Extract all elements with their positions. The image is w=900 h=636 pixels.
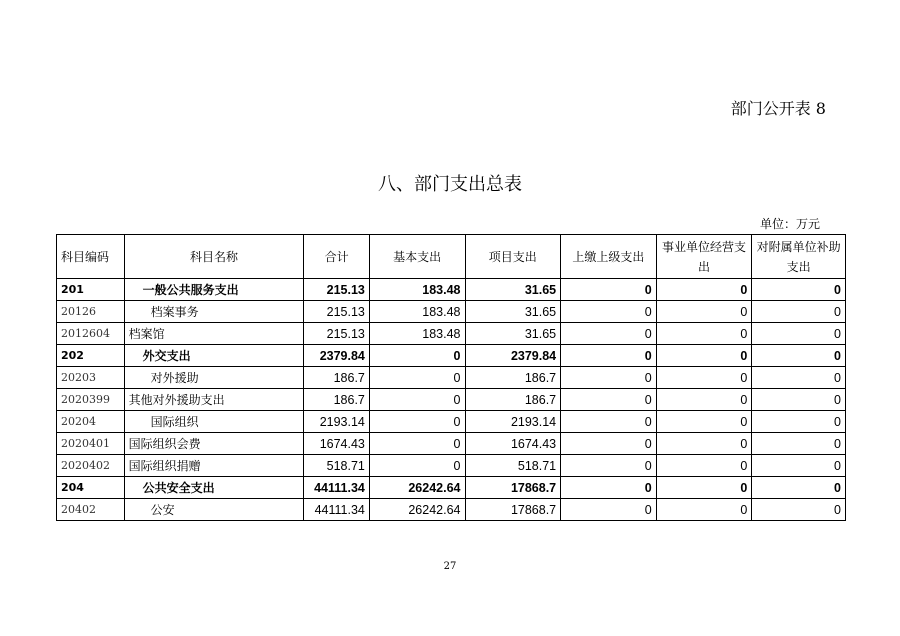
page-title: 八、部门支出总表 <box>378 174 522 195</box>
cell-business: 0 <box>656 323 752 345</box>
cell-total: 518.71 <box>304 455 369 477</box>
cell-business: 0 <box>656 455 752 477</box>
cell-name: 外交支出 <box>124 345 304 367</box>
cell-upper: 0 <box>561 411 657 433</box>
cell-business: 0 <box>656 411 752 433</box>
cell-basic: 26242.64 <box>369 477 465 499</box>
cell-basic: 0 <box>369 345 465 367</box>
header-business: 事业单位经营支出 <box>656 235 752 279</box>
cell-code: 20204 <box>57 411 125 433</box>
cell-basic: 183.48 <box>369 323 465 345</box>
cell-subsidy: 0 <box>752 367 846 389</box>
header-subsidy: 对附属单位补助支出 <box>752 235 846 279</box>
cell-subsidy: 0 <box>752 499 846 521</box>
cell-total: 2193.14 <box>304 411 369 433</box>
cell-code: 20203 <box>57 367 125 389</box>
cell-code: 2020399 <box>57 389 125 411</box>
cell-subsidy: 0 <box>752 411 846 433</box>
cell-name: 公安 <box>124 499 304 521</box>
cell-upper: 0 <box>561 279 657 301</box>
cell-total: 44111.34 <box>304 499 369 521</box>
table-row <box>57 455 846 477</box>
cell-project: 1674.43 <box>465 433 561 455</box>
cell-total: 186.7 <box>304 389 369 411</box>
cell-name: 其他对外援助支出 <box>124 389 304 411</box>
cell-business: 0 <box>656 301 752 323</box>
cell-basic: 0 <box>369 389 465 411</box>
cell-basic: 183.48 <box>369 301 465 323</box>
cell-upper: 0 <box>561 323 657 345</box>
cell-subsidy: 0 <box>752 433 846 455</box>
cell-name: 一般公共服务支出 <box>124 279 304 301</box>
cell-upper: 0 <box>561 367 657 389</box>
document-label: 部门公开表 8 <box>730 99 826 118</box>
cell-upper: 0 <box>561 389 657 411</box>
header-total: 合计 <box>304 235 369 279</box>
cell-basic: 0 <box>369 367 465 389</box>
cell-code: 20402 <box>57 499 125 521</box>
table-row <box>57 389 846 411</box>
cell-name: 国际组织捐赠 <box>124 455 304 477</box>
cell-basic: 0 <box>369 411 465 433</box>
table-header-row <box>57 235 846 279</box>
cell-name: 档案事务 <box>124 301 304 323</box>
cell-total: 44111.34 <box>304 477 369 499</box>
cell-name: 档案馆 <box>124 323 304 345</box>
table-row <box>57 367 846 389</box>
cell-name: 国际组织会费 <box>124 433 304 455</box>
table-row <box>57 433 846 455</box>
cell-project: 518.71 <box>465 455 561 477</box>
cell-business: 0 <box>656 499 752 521</box>
cell-total: 186.7 <box>304 367 369 389</box>
page-number: 27 <box>443 561 457 572</box>
cell-subsidy: 0 <box>752 279 846 301</box>
cell-code: 202 <box>57 345 125 367</box>
table-row <box>57 345 846 367</box>
cell-business: 0 <box>656 345 752 367</box>
cell-upper: 0 <box>561 499 657 521</box>
cell-project: 31.65 <box>465 301 561 323</box>
cell-subsidy: 0 <box>752 389 846 411</box>
cell-subsidy: 0 <box>752 345 846 367</box>
cell-project: 17868.7 <box>465 477 561 499</box>
cell-total: 215.13 <box>304 279 369 301</box>
cell-code: 2020402 <box>57 455 125 477</box>
table-row <box>57 279 846 301</box>
table-row <box>57 301 846 323</box>
table-row <box>57 477 846 499</box>
cell-business: 0 <box>656 477 752 499</box>
expenditure-table <box>56 234 846 521</box>
cell-total: 1674.43 <box>304 433 369 455</box>
cell-subsidy: 0 <box>752 455 846 477</box>
cell-subsidy: 0 <box>752 323 846 345</box>
cell-project: 31.65 <box>465 279 561 301</box>
cell-upper: 0 <box>561 455 657 477</box>
header-name: 科目名称 <box>124 235 304 279</box>
cell-project: 186.7 <box>465 367 561 389</box>
table-row <box>57 323 846 345</box>
cell-upper: 0 <box>561 301 657 323</box>
cell-basic: 183.48 <box>369 279 465 301</box>
cell-project: 31.65 <box>465 323 561 345</box>
unit-label: 单位：万元 <box>759 217 820 231</box>
cell-code: 201 <box>57 279 125 301</box>
cell-basic: 26242.64 <box>369 499 465 521</box>
cell-project: 2193.14 <box>465 411 561 433</box>
cell-business: 0 <box>656 367 752 389</box>
cell-project: 17868.7 <box>465 499 561 521</box>
header-basic: 基本支出 <box>369 235 465 279</box>
cell-basic: 0 <box>369 455 465 477</box>
cell-code: 204 <box>57 477 125 499</box>
cell-upper: 0 <box>561 477 657 499</box>
table-row <box>57 499 846 521</box>
table-row <box>57 411 846 433</box>
cell-business: 0 <box>656 279 752 301</box>
cell-upper: 0 <box>561 345 657 367</box>
cell-name: 对外援助 <box>124 367 304 389</box>
cell-code: 20126 <box>57 301 125 323</box>
cell-total: 215.13 <box>304 323 369 345</box>
cell-code: 2012604 <box>57 323 125 345</box>
cell-subsidy: 0 <box>752 477 846 499</box>
cell-upper: 0 <box>561 433 657 455</box>
header-upper: 上缴上级支出 <box>561 235 657 279</box>
cell-total: 2379.84 <box>304 345 369 367</box>
cell-name: 国际组织 <box>124 411 304 433</box>
header-project: 项目支出 <box>465 235 561 279</box>
cell-basic: 0 <box>369 433 465 455</box>
cell-total: 215.13 <box>304 301 369 323</box>
cell-subsidy: 0 <box>752 301 846 323</box>
cell-business: 0 <box>656 389 752 411</box>
header-code: 科目编码 <box>57 235 125 279</box>
cell-project: 2379.84 <box>465 345 561 367</box>
cell-name: 公共安全支出 <box>124 477 304 499</box>
cell-business: 0 <box>656 433 752 455</box>
cell-project: 186.7 <box>465 389 561 411</box>
cell-code: 2020401 <box>57 433 125 455</box>
